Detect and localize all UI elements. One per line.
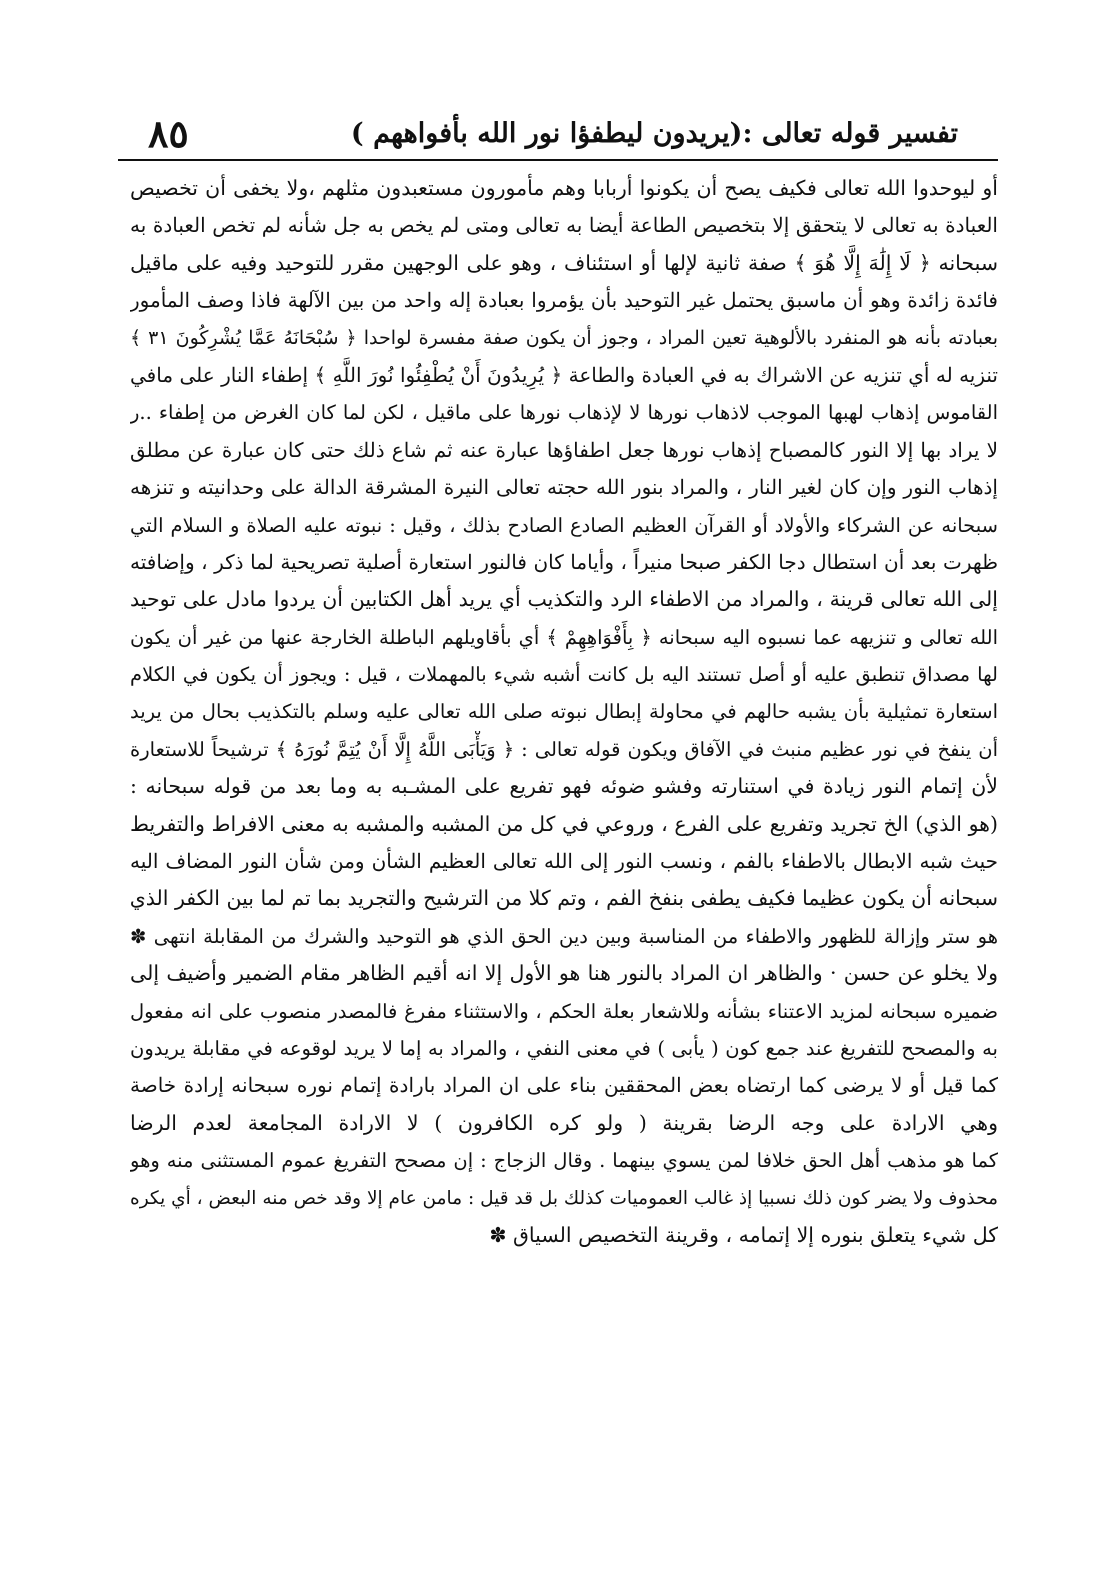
text-line: العبادة به تعالى لا يتحقق إلا بتخصيص الطاعة أيضا به تعالى ومتى لم يخص به جل شأنه لم تخص العبادة به [130, 213, 998, 238]
header-rule [118, 159, 998, 161]
text-line: لا يراد بها إلا النور كالمصباح إذهاب نورها جعل اطفاؤها عبارة عنه ثم شاع ذلك حتى كان عبارة عن مطلق [130, 437, 998, 462]
text-line: سبحانه ﴿ لَا إِلَٰهَ إِلَّا هُوَ ﴾ صفة ثانية لإلها أو استئناف ، وهو على الوجهين مقرر للتوحيد وفيه على ماقيل [130, 250, 998, 275]
text-line: كما قيل أو لا يرضى كما ارتضاه بعض المحققين بناء على ان المراد بارادة إتمام نوره سبحانه إرادة خاصة [130, 1073, 998, 1098]
text-line: محذوف ولا يضر كون ذلك نسبيا إذ غالب العموميات كذلك بل قد قيل : مامن عام إلا وقد خص منه البعض ، أي يكره [130, 1187, 998, 1209]
text-line: أو ليوحدوا الله تعالى فكيف يصح أن يكونوا أربابا وهم مأمورون مستعبدون مثلهم ،ولا يخفى أن تخصيص [130, 176, 998, 200]
text-line: الله تعالى و تنزيهه عما نسبوه اليه سبحانه ﴿ بِأَفْوَاهِهِمْ ﴾ أي بأقاويلهم الباطلة الخارجة عنها من غير أن يكون [130, 625, 998, 649]
text-line: حيث شبه الابطال بالاطفاء بالفم ، ونسب النور إلى الله تعالى العظيم الشأن ومن شأن النور المضاف اليه [130, 849, 998, 874]
text-line: هو ستر وإزالة للظهور والاطفاء من المناسبة وبين دين الحق الذي هو التوحيد والشرك من المقابلة انتهى ✽ [130, 924, 998, 948]
text-line: استعارة تمثيلية بأن يشبه حالهم في محاولة إبطال نبوته صلى الله تعالى عليه وسلم بالتكذيب بحال من يريد [130, 700, 998, 724]
text-line: إذهاب النور وإن كان لغير النار ، والمراد بنور الله حجته تعالى النيرة المشرقة الدالة على وحدانيته و تنزهه [130, 475, 998, 500]
body-text [130, 170, 998, 1254]
text-line: كل شيء يتعلق بنوره إلا إتمامه ، وقرينة التخصيص السياق ✽ [489, 1222, 998, 1247]
page-number: ٨٥ [148, 110, 189, 156]
text-line: سبحانه أن يكون عظيما فكيف يطفى بنفخ الفم ، وتم كلا من الترشيح والتجريد بما تم لما بين الكفر الذي [130, 886, 998, 911]
text-line: إلى الله تعالى قرينة ، والمراد من الاطفاء الرد والتكذيب أي يريد أهل الكتابين أن يردوا مادل على توحيد [130, 587, 998, 612]
text-line: وهي الارادة على وجه الرضا بقرينة ( ولو كره الكافرون ) لا الارادة المجامعة لعدم الرضا [130, 1110, 998, 1135]
page-header [118, 108, 998, 158]
text-line: تنزيه له أي تنزيه عن الاشراك به في العبادة والطاعة ﴿ يُرِيدُونَ أَنْ يُطْفِئُوا نُورَ اللَّهِ ﴾ إطفاء النار على مافي [130, 362, 998, 387]
text-line: فائدة زائدة وهو أن ماسبق يحتمل غير التوحيد بأن يؤمروا بعبادة إله واحد من بين الآلهة فاذا وصف المأمور [130, 288, 998, 313]
text-line: (هو الذي) الخ تجريد وتفريع على الفرع ، وروعي في كل من المشبه والمشبه به معنى الافراط والتفريط [130, 811, 998, 836]
text-line: ظهرت بعد أن استطال دجا الكفر صبحا منيراً ، وأياما كان فالنور استعارة أصلية تصريحية لما ذكر ، وإضافته [130, 549, 998, 574]
text-line: لها مصداق تنطبق عليه أو أصل تستند اليه بل كانت أشبه شيء بالمهملات ، قيل : ويجوز أن يكون في الكلام [130, 663, 998, 687]
text-line: به والمصحح للتفريغ عند جمع كون ( يأبى ) في معنى النفي ، والمراد به إما لا يريد لوقوعه في مقابلة يريدون [130, 1036, 998, 1060]
text-line: القاموس إذهاب لهبها الموجب لاذهاب نورها لا لإذهاب نورها على ماقيل ، لكن لما كان الغرض من إطفاء ..ر [130, 401, 998, 425]
running-title: تفسير قوله تعالى :(يريدون ليطفؤا نور الله بأفواههم ) [350, 117, 958, 149]
text-line: أن ينفخ في نور عظيم منبث في الآفاق ويكون قوله تعالى : ﴿ وَيَأْبَى اللَّهُ إِلَّا أَنْ يُتِمَّ نُورَهُ ﴾ ترشيحاً للاستعارة [130, 737, 998, 761]
text-line: لأن إتمام النور زيادة في استنارته وفشو ضوئه فهو تفريع على المشـبه به وما بعد من قوله سبحانه : [130, 774, 998, 799]
text-line: ولا يخلو عن حسن · والظاهر ان المراد بالنور هنا هو الأول إلا انه أقيم الظاهر مقام الضمير وأضيف إلى [130, 961, 998, 986]
text-line: بعبادته بأنه هو المنفرد بالألوهية تعين المراد ، وجوز أن يكون صفة مفسرة لواحدا ﴿ سُبْحَانَهُ عَمَّا يُشْرِكُونَ ٣١ ﴾ [130, 326, 998, 349]
text-line: سبحانه عن الشركاء والأولاد أو القرآن العظيم الصادع الصادح بذلك ، وقيل : نبوته عليه الصلاة و السلام التي [130, 513, 998, 537]
text-line: كما هو مذهب أهل الحق خلافا لمن يسوي بينهما . وقال الزجاج : إن مصحح التفريغ عموم المستثنى منه وهو [130, 1149, 998, 1173]
text-line: ضميره سبحانه لمزيد الاعتناء بشأنه وللاشعار بعلة الحكم ، والاستثناء مفرغ فالمصدر منصوب على انه مفعول [130, 999, 998, 1023]
